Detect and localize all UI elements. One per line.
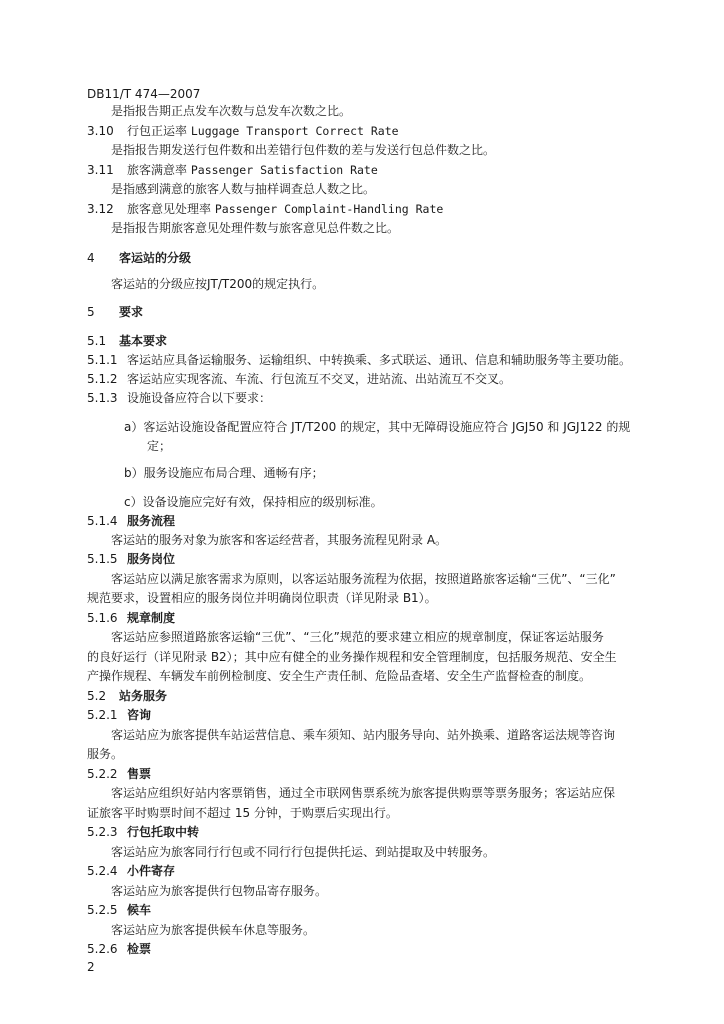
clause-5-2-4-heading bbox=[87, 864, 662, 879]
section-number: 4 bbox=[87, 251, 95, 265]
clause-5-2-2-heading bbox=[87, 767, 662, 782]
section-number: 5.2.6 bbox=[87, 942, 118, 956]
list-item-c: c）设备设施应完好有效，保持相应的级别标准。 bbox=[124, 495, 383, 509]
definition-text: 是指感到满意的旅客人数与抽样调查总人数之比。 bbox=[111, 182, 376, 196]
clause-5-2-6-heading bbox=[87, 942, 662, 957]
section-number: 5.2.1 bbox=[87, 708, 118, 722]
clause-5-2-3-body: 客运站应为旅客同行行包或不同行行包提供托运、到站提取及中转服务。 bbox=[111, 845, 496, 859]
section-title: 检票 bbox=[127, 942, 152, 956]
clause-5-1-5-body-cont: 规范要求，设置相应的服务岗位并明确岗位职责（详见附录 B1）。 bbox=[87, 591, 437, 605]
section-5-2-heading bbox=[87, 689, 662, 704]
page-number: 2 bbox=[87, 960, 95, 974]
section-title: 基本要求 bbox=[119, 334, 168, 348]
term-en: Passenger Complaint-Handling Rate bbox=[214, 202, 444, 216]
section-5-heading bbox=[87, 305, 662, 320]
list-item-a-continued: 定； bbox=[147, 439, 172, 453]
definition-text: 是指报告期发送行包件数和出差错行包件数的差与发送行包总件数之比。 bbox=[111, 143, 496, 157]
section-number: 5.1.2 bbox=[87, 372, 118, 386]
clause-5-1-6-body: 客运站应参照道路旅客运输“三优”、“三化”规范的要求建立相应的规章制度，保证客运站服务 bbox=[111, 630, 604, 644]
list-item-b: b）服务设施应布局合理、通畅有序； bbox=[124, 466, 324, 480]
clause-5-1-6-body-cont: 产操作规程、车辆发车前例检制度、安全生产责任制、危险品查堵、安全生产监督检查的制度。 bbox=[87, 669, 592, 683]
section-5-1-heading bbox=[87, 334, 662, 349]
definition-text: 是指报告期旅客意见处理件数与旅客意见总件数之比。 bbox=[111, 221, 400, 235]
clause-5-1-6-body-cont: 的良好运行（详见附录 B2）；其中应有健全的业务操作规程和安全管理制度，包括服务规范、安全生 bbox=[87, 650, 617, 664]
clause-5-2-3-heading bbox=[87, 825, 662, 840]
section-title: 规章制度 bbox=[127, 611, 176, 625]
term-zh: 行包正运率 bbox=[127, 124, 188, 138]
clause-5-1-1 bbox=[87, 353, 662, 368]
term-en: Luggage Transport Correct Rate bbox=[190, 124, 399, 138]
clause-5-1-4-body: 客运站的服务对象为旅客和客运经营者，其服务流程见附录 A。 bbox=[111, 533, 448, 547]
clause-5-2-5-body: 客运站应为旅客提供候车休息等服务。 bbox=[111, 923, 316, 937]
clause-5-1-3 bbox=[87, 391, 662, 406]
clause-5-2-1-heading bbox=[87, 708, 662, 723]
section-number: 5.1.4 bbox=[87, 514, 118, 528]
clause-5-2-2-body-cont: 证旅客平时购票时间不超过 15 分钟，于购票后实现出行。 bbox=[87, 806, 398, 820]
section-number: 5.2.3 bbox=[87, 825, 118, 839]
clause-5-1-4-heading bbox=[87, 514, 662, 529]
clause-text: 客运站应实现客流、车流、行包流互不交叉，进站流、出站流互不交叉。 bbox=[127, 372, 512, 386]
section-number: 5 bbox=[87, 305, 95, 319]
clause-5-1-6-heading bbox=[87, 611, 662, 626]
term-3-12 bbox=[87, 202, 662, 217]
list-item-a: a）客运站设施设备配置应符合 JT/T200 的规定，其中无障碍设施应符合 JGJ50 和 JGJ122 的规 bbox=[124, 420, 631, 434]
section-title: 行包托取中转 bbox=[127, 825, 200, 839]
section-title: 候车 bbox=[127, 903, 152, 917]
term-3-10 bbox=[87, 124, 662, 139]
clause-5-1-2 bbox=[87, 372, 662, 387]
section-title: 售票 bbox=[127, 767, 152, 781]
section-number: 5.1.1 bbox=[87, 353, 118, 367]
clause-5-1-5-heading bbox=[87, 552, 662, 567]
section-number: 5.1 bbox=[87, 334, 107, 348]
section-number: 3.10 bbox=[87, 124, 114, 138]
term-en: Passenger Satisfaction Rate bbox=[190, 163, 378, 177]
section-number: 5.1.5 bbox=[87, 552, 118, 566]
definition-text: 是指报告期正点发车次数与总发车次数之比。 bbox=[111, 104, 352, 118]
section-number: 5.1.6 bbox=[87, 611, 118, 625]
term-zh: 旅客意见处理率 bbox=[127, 202, 212, 216]
section-title: 要求 bbox=[119, 305, 144, 319]
clause-5-2-1-body: 客运站应为旅客提供车站运营信息、乘车须知、站内服务导向、站外换乘、道路客运法规等咨询 bbox=[111, 728, 616, 742]
term-zh: 旅客满意率 bbox=[127, 163, 188, 177]
clause-5-1-5-body: 客运站应以满足旅客需求为原则，以客运站服务流程为依据，按照道路旅客运输“三优”、“三化” bbox=[111, 572, 616, 586]
section-number: 5.2.2 bbox=[87, 767, 118, 781]
term-3-11 bbox=[87, 163, 662, 178]
clause-5-2-1-body-cont: 服务。 bbox=[87, 747, 124, 761]
section-number: 3.12 bbox=[87, 202, 114, 216]
section-number: 5.1.3 bbox=[87, 391, 118, 405]
section-number: 5.2 bbox=[87, 689, 107, 703]
section-4-body: 客运站的分级应按JT/T200的规定执行。 bbox=[111, 277, 325, 291]
clause-5-2-4-body: 客运站应为旅客提供行包物品寄存服务。 bbox=[111, 884, 328, 898]
page-header: DB11/T 474—2007 bbox=[87, 87, 201, 101]
section-number: 5.2.5 bbox=[87, 903, 118, 917]
section-4-heading bbox=[87, 251, 662, 266]
clause-5-2-5-heading bbox=[87, 903, 662, 918]
section-number: 3.11 bbox=[87, 163, 114, 177]
section-title: 服务岗位 bbox=[127, 552, 176, 566]
section-title: 客运站的分级 bbox=[119, 251, 192, 265]
section-number: 5.2.4 bbox=[87, 864, 118, 878]
section-title: 服务流程 bbox=[127, 514, 176, 528]
clause-text: 客运站应具备运输服务、运输组织、中转换乘、多式联运、通讯、信息和辅助服务等主要功能。 bbox=[127, 353, 632, 367]
section-title: 站务服务 bbox=[119, 689, 168, 703]
section-title: 咨询 bbox=[127, 708, 152, 722]
section-title: 小件寄存 bbox=[127, 864, 176, 878]
clause-5-2-2-body: 客运站应组织好站内客票销售，通过全市联网售票系统为旅客提供购票等票务服务；客运站应保 bbox=[111, 786, 616, 800]
clause-text: 设施设备应符合以下要求： bbox=[127, 391, 272, 405]
